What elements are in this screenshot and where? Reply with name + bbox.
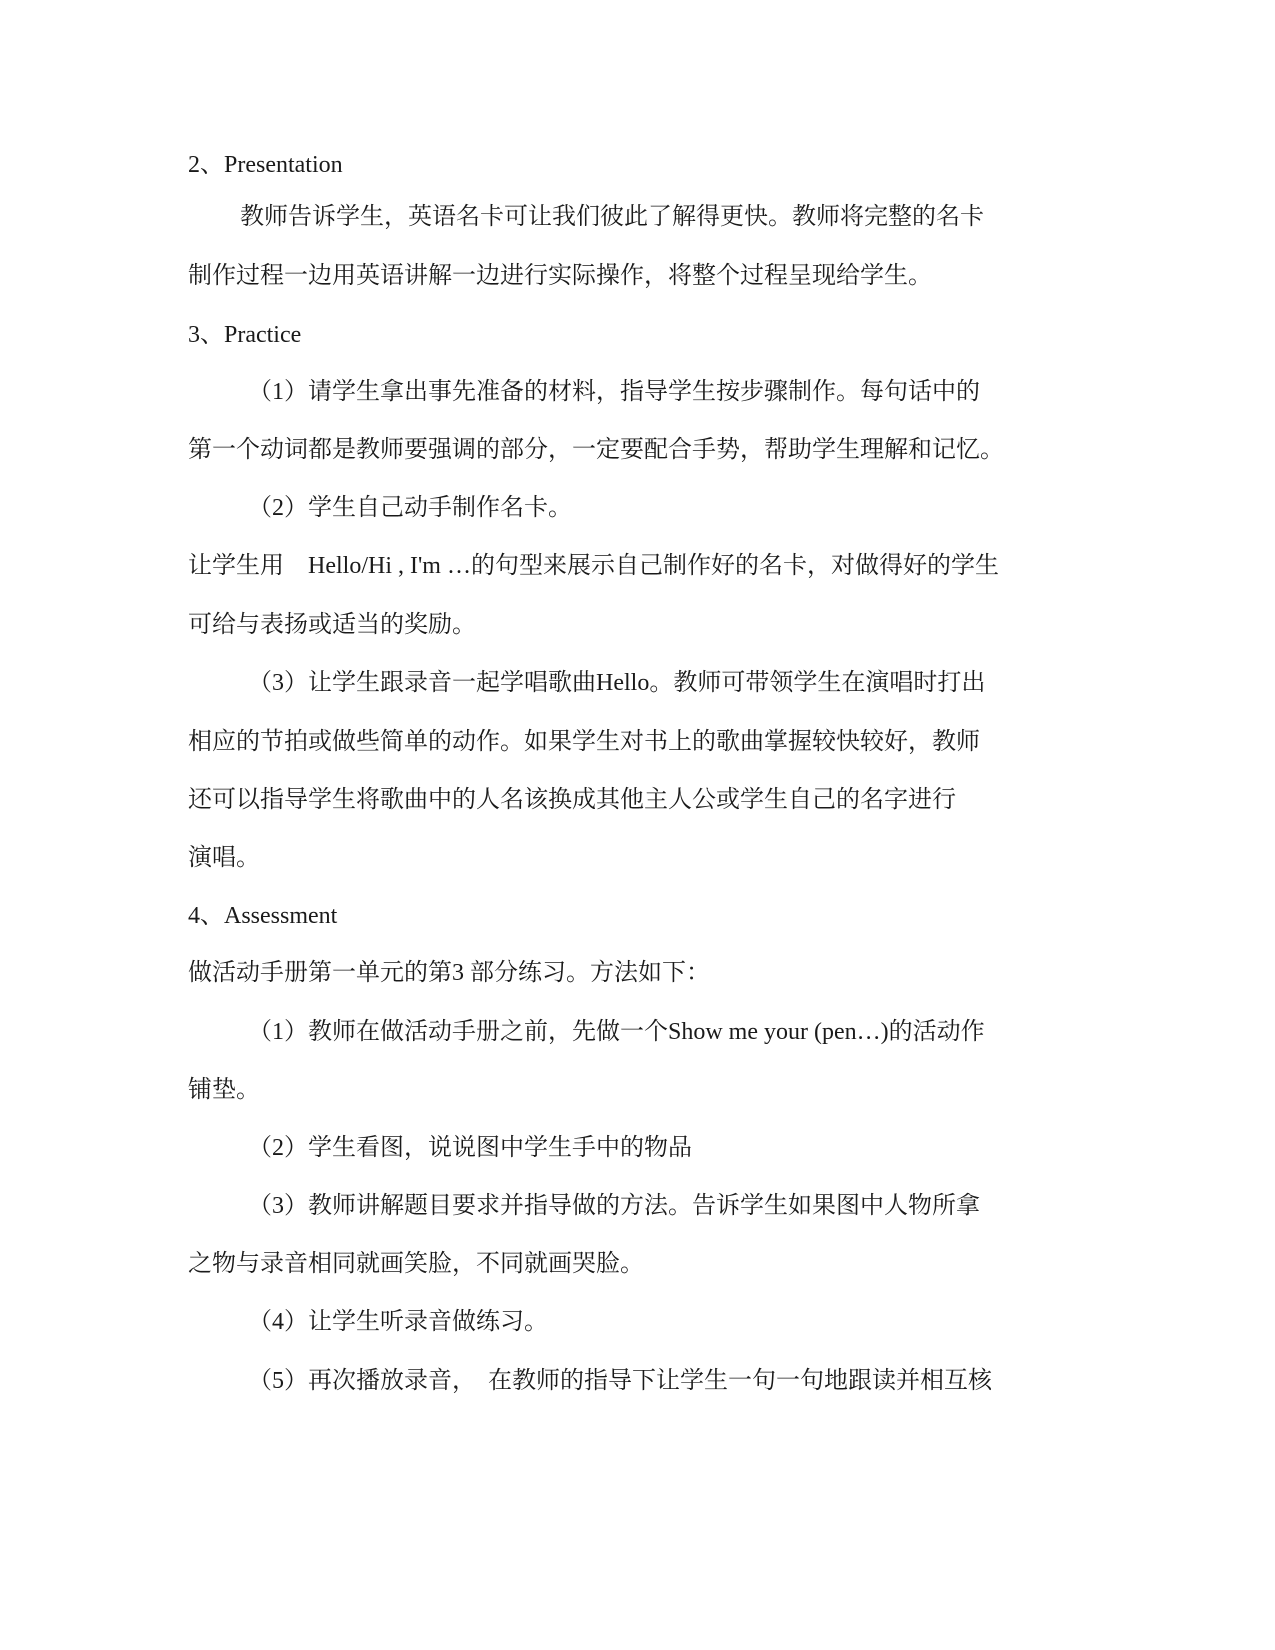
paragraph-line: 让学生用 Hello/Hi , I'm …的句型来展示自己制作好的名卡，对做得好的学生 (188, 553, 999, 579)
paragraph-line: 教师告诉学生，英语名卡可让我们彼此了解得更快。教师将完整的名卡 (240, 204, 984, 230)
paragraph-line: 演唱。 (188, 845, 260, 871)
paragraph-line: （4）让学生听录音做练习。 (248, 1309, 548, 1335)
paragraph-line: 相应的节拍或做些简单的动作。如果学生对书上的歌曲掌握较快较好，教师 (188, 729, 980, 755)
paragraph-line: 之物与录音相同就画笑脸，不同就画哭脸。 (188, 1251, 644, 1277)
paragraph-line: 可给与表扬或适当的奖励。 (188, 612, 476, 638)
paragraph-line: （5）再次播放录音， 在教师的指导下让学生一句一句地跟读并相互核 (248, 1368, 992, 1394)
paragraph-line: （1）请学生拿出事先准备的材料，指导学生按步骤制作。每句话中的 (248, 379, 980, 405)
section-heading-assessment: 4、Assessment (188, 903, 338, 929)
paragraph-line: 还可以指导学生将歌曲中的人名该换成其他主人公或学生自己的名字进行 (188, 787, 956, 813)
paragraph-line: 做活动手册第一单元的第3 部分练习。方法如下： (188, 960, 710, 986)
paragraph-line: （1）教师在做活动手册之前，先做一个Show me your (pen…)的活动作 (248, 1019, 985, 1045)
paragraph-line: 制作过程一边用英语讲解一边进行实际操作，将整个过程呈现给学生。 (188, 263, 932, 289)
paragraph-line: 铺垫。 (188, 1077, 260, 1103)
paragraph-line: （2）学生自己动手制作名卡。 (248, 495, 572, 521)
paragraph-line: 第一个动词都是教师要强调的部分，一定要配合手势，帮助学生理解和记忆。 (188, 437, 1004, 463)
section-heading-presentation: 2、Presentation (188, 152, 343, 178)
paragraph-line: （3）教师讲解题目要求并指导做的方法。告诉学生如果图中人物所拿 (248, 1193, 980, 1219)
section-heading-practice: 3、Practice (188, 322, 302, 348)
paragraph-line: （3）让学生跟录音一起学唱歌曲Hello。教师可带领学生在演唱时打出 (248, 670, 986, 696)
paragraph-line: （2）学生看图，说说图中学生手中的物品 (248, 1135, 692, 1161)
